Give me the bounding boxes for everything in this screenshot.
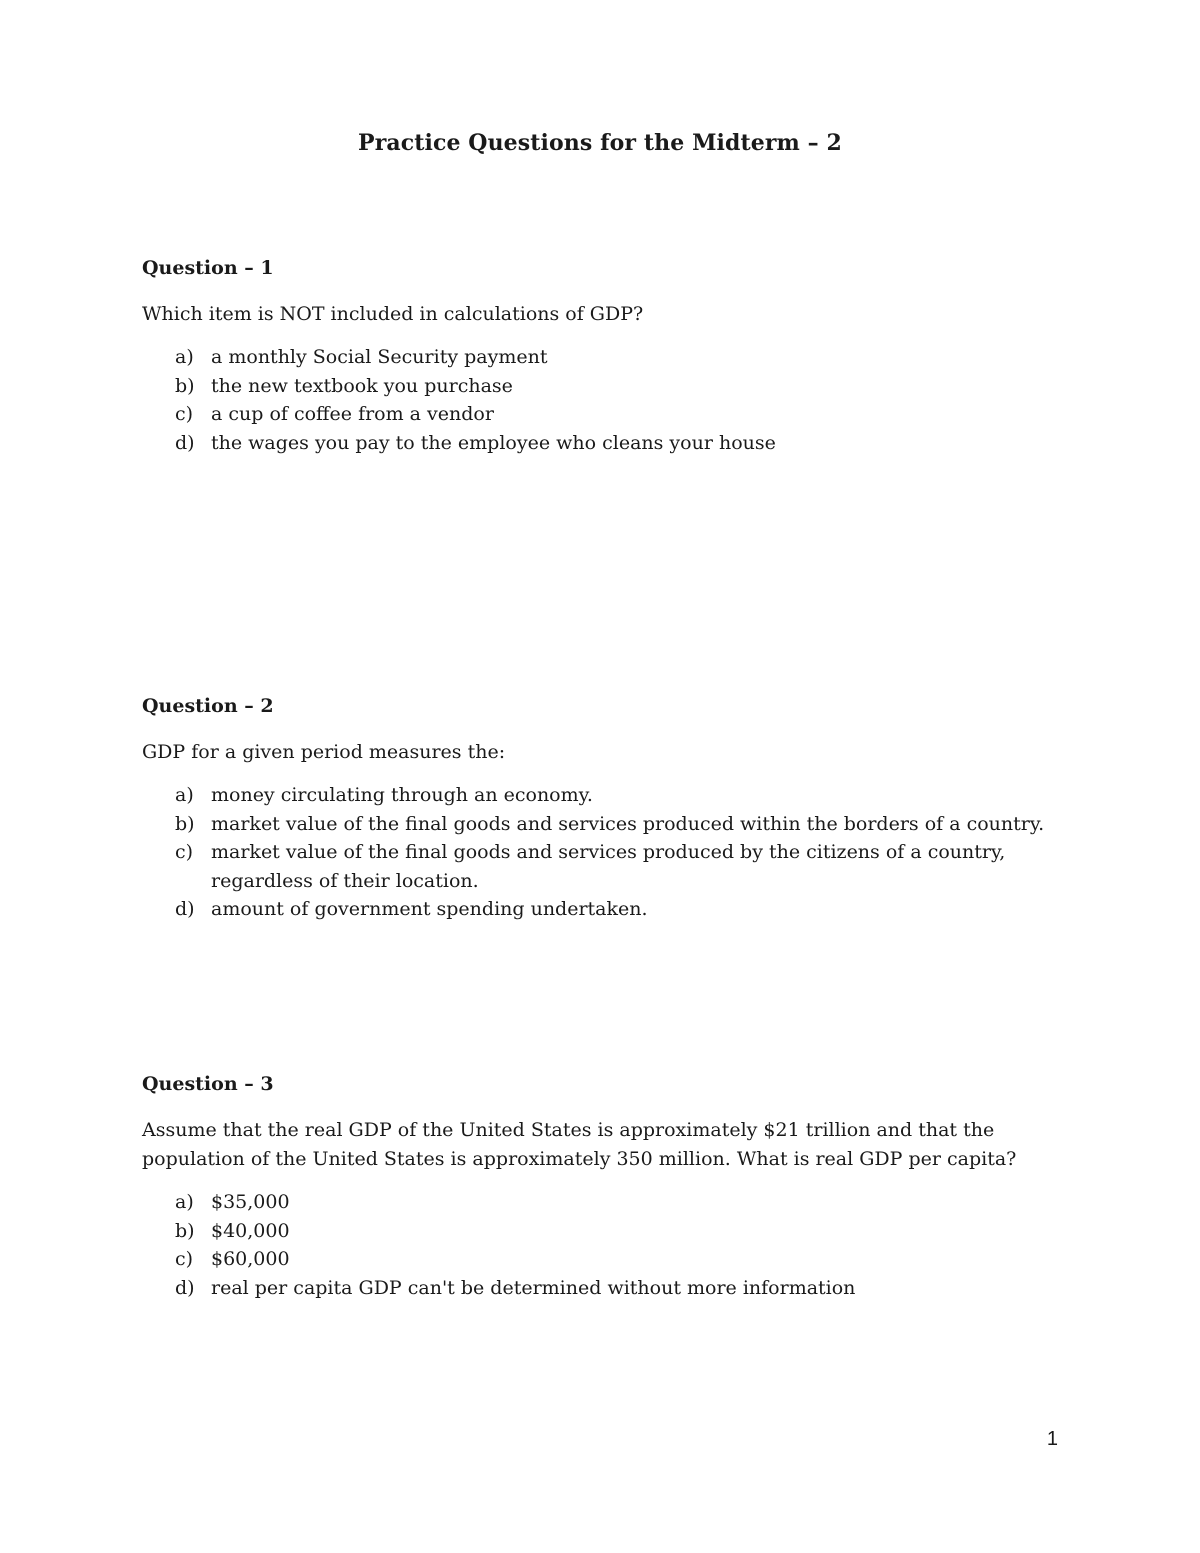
option-text: real per capita GDP can't be determined without more information — [211, 1276, 856, 1299]
question-heading: Question – 1 — [142, 257, 274, 279]
question-heading: Question – 2 — [142, 695, 274, 717]
option-text: amount of government spending undertaken. — [211, 898, 648, 920]
answer-option — [142, 810, 1052, 839]
option-letter: b) — [175, 374, 195, 397]
option-letter: a) — [175, 346, 194, 368]
option-letter: a) — [175, 784, 194, 806]
option-text: $40,000 — [211, 1219, 290, 1242]
option-letter: c) — [175, 403, 194, 425]
answer-option — [142, 781, 1052, 810]
option-letter: c) — [175, 841, 194, 863]
option-text: the new textbook you purchase — [211, 374, 513, 397]
option-text: money circulating through an economy. — [211, 784, 593, 806]
option-text: a monthly Social Security payment — [211, 346, 548, 368]
option-letter: c) — [175, 1248, 194, 1270]
question-text: Which item is NOT included in calculations of GDP? — [142, 303, 644, 325]
option-text: $60,000 — [211, 1248, 290, 1270]
page-title: Practice Questions for the Midterm – 2 — [358, 130, 842, 156]
page-number: 1 — [1046, 1428, 1058, 1450]
answer-options — [142, 781, 1052, 924]
option-text: $35,000 — [211, 1191, 290, 1213]
option-letter: d) — [175, 898, 195, 920]
option-text: market value of the final goods and services produced by the citizens of a country, regardless of their location. — [211, 841, 1006, 892]
option-letter: d) — [175, 431, 195, 454]
option-letter: b) — [175, 1219, 195, 1242]
option-text: market value of the final goods and services produced within the borders of a country. — [211, 812, 1045, 835]
answer-option — [142, 895, 1052, 924]
question-block — [142, 256, 1052, 457]
answer-option — [142, 400, 1052, 429]
option-letter: a) — [175, 1191, 194, 1213]
answer-option — [142, 343, 1052, 372]
option-text: the wages you pay to the employee who cleans your house — [211, 431, 776, 454]
option-text: a cup of coffee from a vendor — [211, 403, 494, 425]
option-letter: b) — [175, 812, 195, 835]
answer-option — [142, 1217, 1052, 1246]
question-block — [142, 1072, 1052, 1302]
question-text: Assume that the real GDP of the United States is approximately $21 trillion and that the population of the United States is approximately 350 million. What is real GDP per capita? — [142, 1119, 1017, 1170]
question-heading: Question – 3 — [142, 1073, 274, 1095]
answer-option — [142, 372, 1052, 401]
question-block — [142, 694, 1052, 924]
answer-option — [142, 838, 1052, 895]
answer-option — [142, 1245, 1052, 1274]
option-letter: d) — [175, 1276, 195, 1299]
answer-option — [142, 1274, 1052, 1303]
answer-options — [142, 1188, 1052, 1302]
answer-option — [142, 1188, 1052, 1217]
question-text: GDP for a given period measures the: — [142, 741, 506, 763]
answer-option — [142, 429, 1052, 458]
answer-options — [142, 343, 1052, 457]
